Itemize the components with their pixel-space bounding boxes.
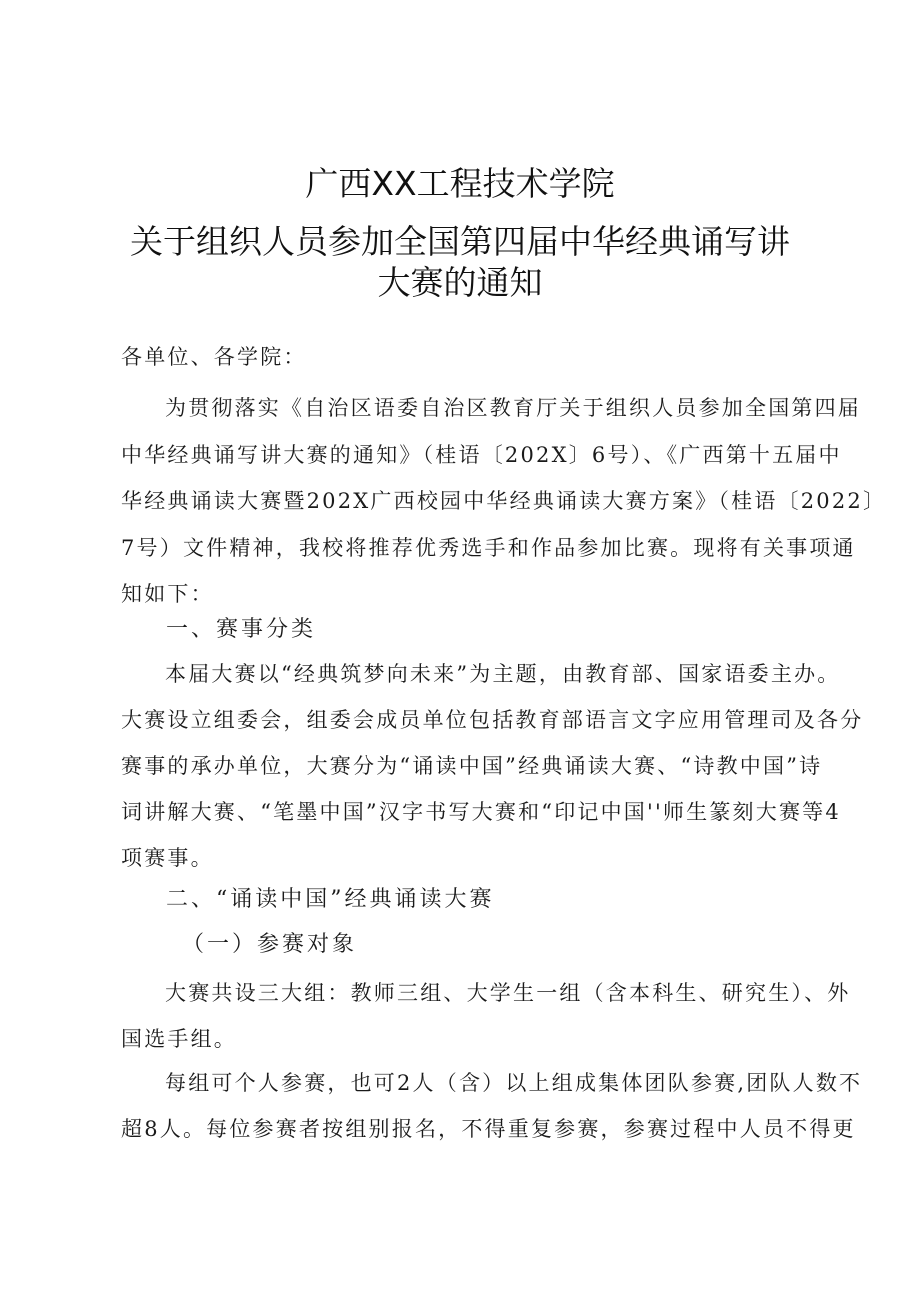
subsection-heading-1: （一）参赛对象	[182, 932, 358, 957]
paragraph-line: 国选手组。	[121, 1027, 237, 1051]
section1-paragraph	[121, 651, 863, 881]
paragraph-line: 每组可个人参赛，也可2人（含）以上组成集体团队参赛,团队人数不	[165, 1071, 863, 1095]
paragraph-line: 超8人。每位参赛者按组别报名，不得重复参赛，参赛过程中人员不得更	[121, 1117, 856, 1141]
paragraph-line: 项赛事。	[121, 846, 214, 870]
paragraph-line: 词讲解大赛、“笔墨中国”汉字书写大赛和“印记中国''师生篆刻大赛等4	[121, 800, 841, 824]
paragraph-line: 大赛共设三大组：教师三组、大学生一组（含本科生、研究生）、外	[165, 981, 851, 1005]
title-line-1	[0, 155, 920, 213]
paragraph-line: 中华经典诵写讲大赛的通知》（桂语〔202X〕6号）、《广西第十五届中	[121, 442, 842, 467]
participants-paragraph	[121, 970, 851, 1062]
paragraph-line: 为贯彻落实《自治区语委自治区教育厅关于组织人员参加全国第四届	[165, 396, 861, 420]
salutation: 各单位、各学院：	[121, 345, 307, 369]
title-line-2-text: 关于组织人员参加全国第四届中华经典诵写讲	[130, 222, 790, 261]
paragraph-line: 大赛设立组委会，组委会成员单位包括教育部语言文字应用管理司及各分	[121, 708, 864, 732]
paragraph-line: 本届大赛以“经典筑梦向未来”为主题，由教育部、国家语委主办。	[165, 662, 841, 686]
paragraph-line: 华经典诵读大赛暨202X广西校园中华经典诵读大赛方案》（桂语〔2022〕	[121, 489, 887, 513]
title-line-3	[0, 254, 920, 312]
team-rules-paragraph	[121, 1060, 862, 1152]
section-heading-1: 一、赛事分类	[166, 617, 317, 642]
intro-paragraph	[121, 385, 886, 618]
title-line-3-text: 大赛的通知	[377, 263, 543, 302]
section-heading-2: 二、“诵读中国”经典诵读大赛	[166, 887, 495, 912]
paragraph-line: 赛事的承办单位，大赛分为“诵读中国”经典诵读大赛、“诗教中国”诗	[121, 754, 823, 778]
title-line-1-text: 广西XX工程技术学院	[305, 164, 615, 203]
paragraph-line: 7号）文件精神，我校将推荐优秀选手和作品参加比赛。现将有关事项通	[121, 535, 856, 560]
paragraph-line: 知如下：	[121, 582, 214, 606]
